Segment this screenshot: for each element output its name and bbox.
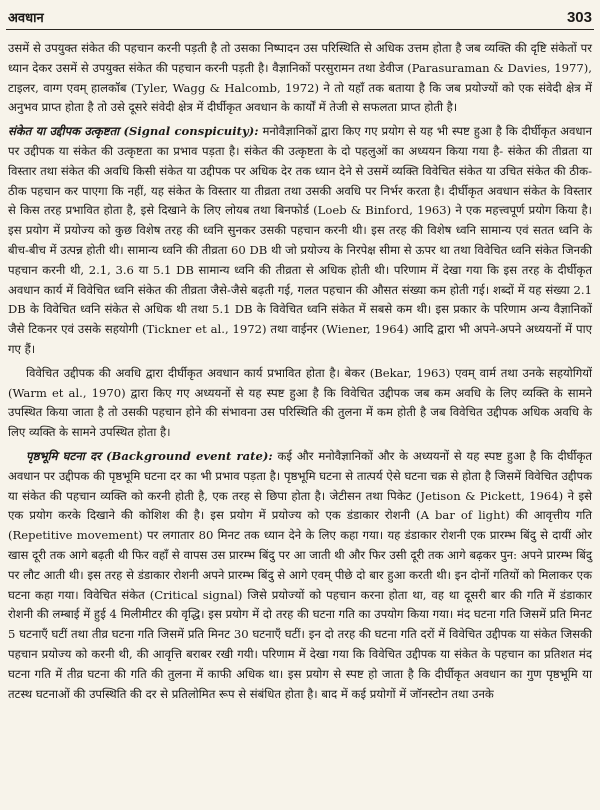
page-body (6, 30, 594, 704)
page-number: 303 (566, 9, 592, 26)
paragraph-3 (8, 364, 592, 443)
paragraph-1 (8, 39, 592, 118)
subheading-background-event-rate: पृष्ठभूमि घटना दर (Background event rate): (26, 448, 273, 463)
paragraph-2-text: मनोवैज्ञानिकों द्वारा किए गए प्रयोग से यह भी स्पष्ट हुआ है कि दीर्घीकृत अवधान पर उद्दीपक या संकेत की उत्कृष्टता का प्रभाव पड़ता है। संकेत की उत्कृष्टता के दो पहलुओं का अध्ययन किया गया है- संकेत की तीव्रता या विस्तार तथा संकेत की अवधि किसी संकेत या उद्दीपक पर अधिक देर तक ध्यान देने से उसमें व्यक्ति विवेचित संकेत या उचित संकेत की ठीक-ठीक पहचान कर पाएगा कि नहीं, यह संकेत के विस्तार या तीव्रता तथा उसकी अवधि पर निर्भर करता है। दीर्घीकृत अवधान संकेत के विस्तार से किस तरह प्रभावित होता है, इसे दिखाने के लिए लोयब तथा बिनफोर्ड (Loeb & Binford, 1963) ने एक महत्त्वपूर्ण प्रयोग किया है। इस प्रयोग में प्रयोज्य को कुछ विशेष तरह की ध्वनि सुनकर उसकी पहचान करनी थी। इस तरह की विशेष ध्वनि सामान्य एवं सतत ध्वनि के बीच-बीच में उत्पन्न होती थी। सामान्य ध्वनि की तीव्रता 60 DB थी जो प्रयोज्य के निरपेक्ष सीमा से ऊपर था तथा विवेचित ध्वनि संकेत जिनकी पहचान करनी थी, 2.1, 3.6 या 5.1 DB सामान्य ध्वनि की तीव्रता से अधिक होती थी। परिणाम में देखा गया कि इस तरह के दीर्घीकृत अवधान कार्य में विवेचित ध्वनि संकेत की तीव्रता जैसे-जैसे बढ़ती गई, गलत पहचान की औसत संख्या कम होती गई। शब्दों में यह संख्या 2.1 DB के विवेचित ध्वनि संकेत से अधिक थी तथा 5.1 DB के विवेचित ध्वनि संकेत में सबसे कम थी। इस प्रकार के परिणाम अन्य वैज्ञानिकों जैसे टिकनर एवं उसके सहयोगी (Tickner et al., 1972) तथा वाईनर (Wiener, 1964) आदि द्वारा भी अपने-अपने अध्ययनों में पाए गए हैं। (8, 124, 592, 356)
paragraph-signal-conspicuity (8, 122, 592, 360)
paragraph-3-text: विवेचित उद्दीपक की अवधि द्वारा दीर्घीकृत अवधान कार्य प्रभावित होता है। बेकर (Bekar, 1963) एवम् वार्म तथा उनके सहयोगियों (Warm et al., 1970) द्वारा किए गए अध्ययनों से यह स्पष्ट हुआ है कि विवेचित उद्दीपक जब कम अवधि के लिए व्यक्ति के सामने उपस्थित किया जाता है तो उसकी पहचान होने की संभावना उस परिस्थिति की तुलना में कम होती है जब विवेचित उद्दीपक अधिक अवधि के लिए व्यक्ति के सामने उपस्थित होता है। (8, 365, 592, 440)
chapter-title: अवधान (8, 11, 44, 26)
subheading-signal-conspicuity: संकेत या उद्दीपक उत्कृष्टता (Signal conspicuity): (8, 124, 259, 139)
paragraph-1-text: उसमें से उपयुक्त संकेत की पहचान करनी पड़ती है तो उसका निष्पादन उस परिस्थिति से अधिक उत्तम होता है जब व्यक्ति की दृष्टि संकेतों पर ध्यान देकर उसमें से उपयुक्त संकेत की पहचान करनी पड़ती है। वैज्ञानिकों परसुरामन तथा डेवीज (Parasuraman & Davies, 1977), टाइलर, वाग्ग एवम् हालकॉब (Tyler, Wagg & Halcomb, 1972) ने तो यहाँ तक बताया है कि जब प्रयोज्यों को एक संवेदी क्षेत्र में अनुभव प्राप्त होता है तो उसे दूसरे संवेदी क्षेत्र में दीर्घीकृत अवधान के कार्यों में तेजी से सफलता प्राप्त होती है। (8, 41, 592, 115)
running-header (6, 8, 594, 30)
paragraph-background-event-rate (8, 447, 592, 704)
paragraph-4-text: कई और मनोवैज्ञानिकों और के अध्ययनों से यह स्पष्ट हुआ है कि दीर्घीकृत अवधान पर उद्दीपक की पृष्ठभूमि घटना दर का भी प्रभाव पड़ता है। पृष्ठभूमि घटना से तात्पर्य ऐसे घटना चक्र से होता है जिसमें विवेचित उद्दीपक या संकेत की पहचान व्यक्ति को करनी होती है, एक तरह से छिपा होता है। जेटीसन तथा पिकेट (Jetison & Pickett, 1964) ने इसे एक प्रयोग करके दिखाने की कोशिश की है। इस प्रयोग में प्रयोज्य को एक डंडाकार रोशनी (A bar of light) की आवृत्तीय गति (Repetitive movement) पर लगातार 80 मिनट तक ध्यान देने के लिए कहा गया। यह डंडाकार रोशनी एक प्रारम्भ बिंदु से दायीं ओर खास दूरी तक आगे बढ़ती थी फिर वहाँ से वापस उस प्रारम्भ बिंदु पर आ जाती थी और फिर उसी दूरी तक आगे बढ़कर पुन: अपने प्रारम्भ बिंदु पर लौट आती थी। इस तरह से डंडाकार रोशनी अपने प्रारम्भ बिंदु से आगे एवम् पीछे दो बार हुआ करती थी। इन दोनों गतियों को मिलाकर एक घटना कहा गया। विवेचित संकेत (Critical signal) जिसे प्रयोज्यों को पहचान करना होता था, वह था दूसरी बार की गति में डंडाकार रोशनी की लम्बाई में हुई 4 मिलीमीटर की वृद्धि। इस प्रयोग में दो तरह की घटना गति का उपयोग किया गया। मंद घटना गति जिसमें प्रति मिनट 5 घटनाएँ घटीं तथा तीव्र घटना गति जिसमें प्रति मिनट 30 घटनाएँ घटीं। इन दो तरह की घटना गति दरों में विवेचित उद्दीपक या संकेत जिसकी पहचान प्रयोज्य को करनी थी, की आवृत्ति बराबर रखी गयी। परिणाम में देखा गया कि विवेचित उद्दीपक या संकेत के पहचान का प्रतिशत मंद घटना गति में तीव्र घटना की गति की तुलना में काफी अधिक था। इस प्रयोग से स्पष्ट हो जाता है कि दीर्घीकृत अवधान का गुण पृष्ठभूमि या तटस्थ घटनाओं की उपस्थिति की दर से प्रतिलोमित रूप से संबंधित होता है। बाद में कई प्रयोगों में जॉनस्टोन तथा उनके (8, 448, 593, 701)
